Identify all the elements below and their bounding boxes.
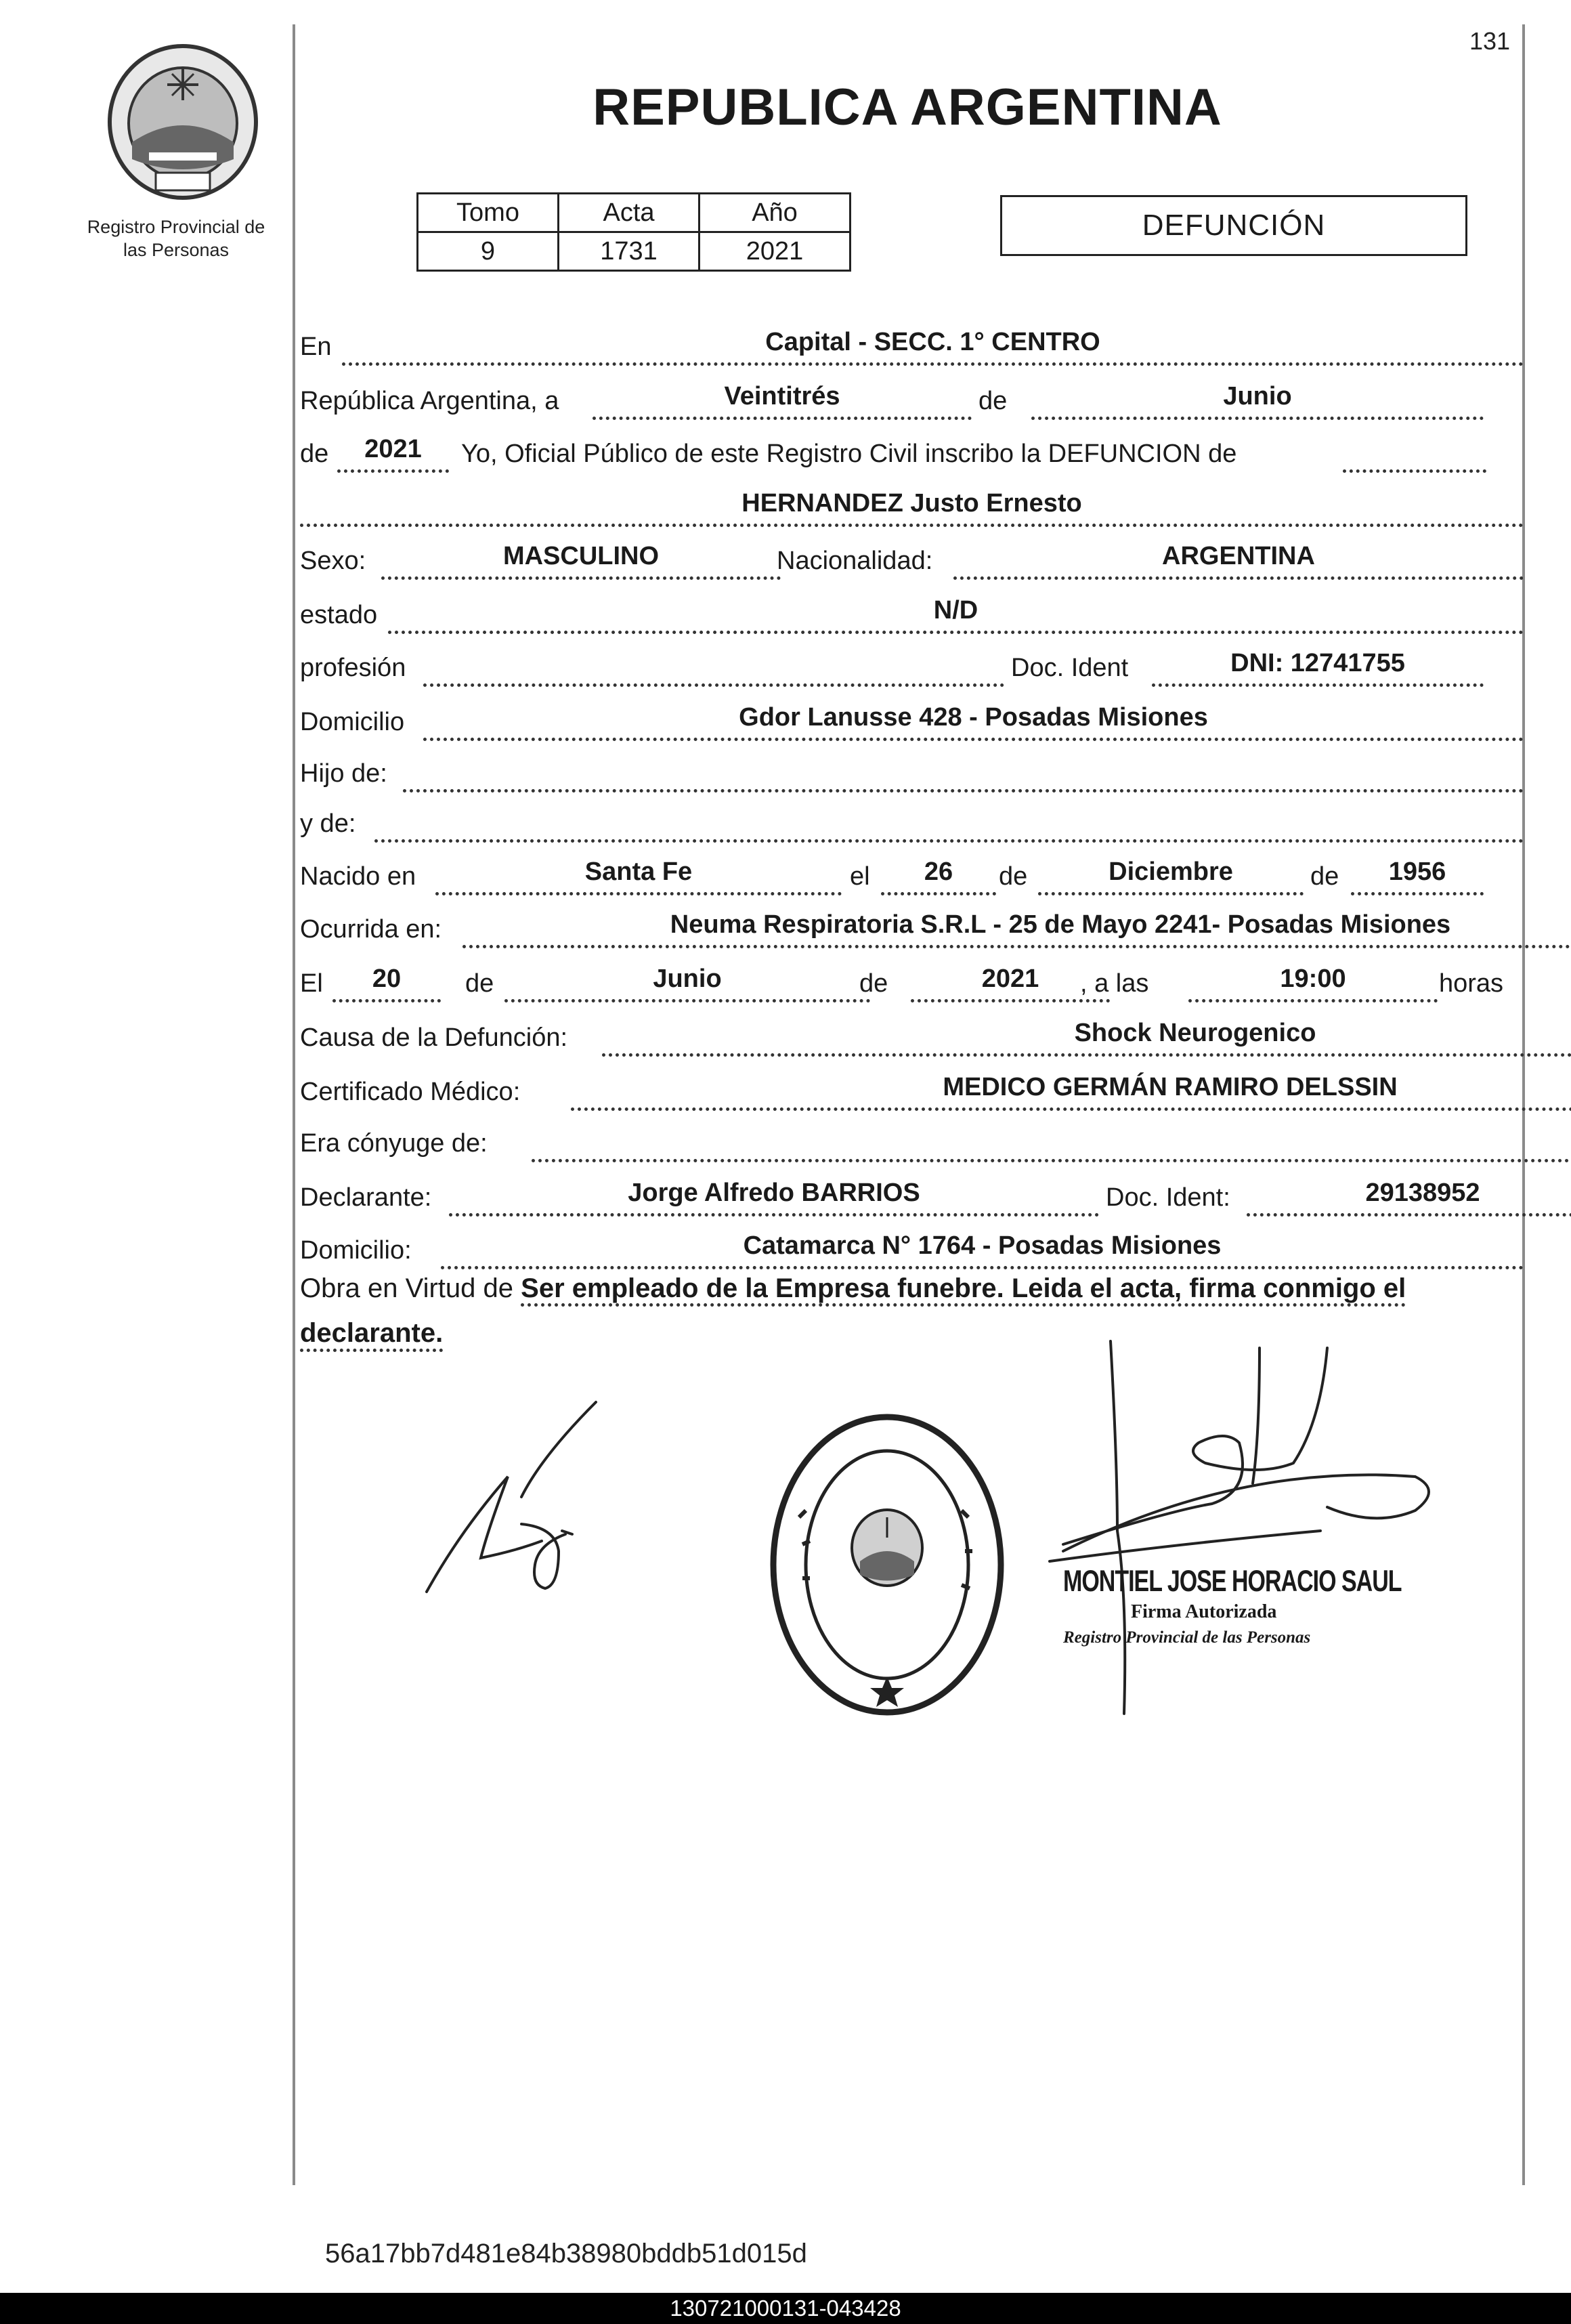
ref-value-acta: 1731 (559, 232, 700, 271)
document-hash: 56a17bb7d481e84b38980bddb51d015d (325, 2239, 807, 2268)
footer-barcode-bar: 130721000131-043428 (0, 2293, 1571, 2324)
fallec-mes-field (504, 960, 870, 1002)
decl-doc-value: 29138952 (1365, 1179, 1480, 1207)
nombre-field (300, 484, 1524, 527)
row-declarante (300, 1176, 1524, 1217)
nacionalidad-label: Nacionalidad: (777, 547, 933, 575)
de-label-1: de (978, 387, 1008, 415)
registro-line-1: Registro Provincial de (87, 217, 265, 237)
nacido-lugar-value: Santa Fe (584, 858, 693, 886)
nacido-mes-value: Diciembre (1109, 858, 1233, 886)
page-number: 131 (1469, 27, 1511, 55)
lugar-field (342, 323, 1524, 366)
de-label-4: de (1310, 862, 1339, 891)
causa-value: Shock Neurogenico (1074, 1019, 1316, 1047)
el2-label: El (300, 969, 323, 998)
sexo-label: Sexo: (300, 547, 366, 575)
domicilio-value: Gdor Lanusse 428 - Posadas Misiones (739, 703, 1208, 732)
decl-doc-field (1247, 1174, 1571, 1217)
ref-value-tomo: 9 (418, 232, 559, 271)
row-causa (300, 1016, 1524, 1057)
official-org: Registro Provincial de las Personas (1063, 1628, 1311, 1647)
en-label: En (300, 333, 332, 361)
nacionalidad-value: ARGENTINA (1162, 542, 1315, 570)
nacido-mes-field (1038, 853, 1304, 895)
row-conyuge (300, 1122, 1524, 1162)
reference-table (416, 192, 851, 272)
hijo-label: Hijo de: (300, 759, 387, 788)
estado-value: N/D (933, 596, 978, 625)
causa-label: Causa de la Defunción: (300, 1023, 568, 1052)
row-hijo (300, 752, 1524, 793)
doc-ident-label: Doc. Ident (1011, 654, 1129, 682)
official-name: MONTIEL JOSE HORACIO SAUL (1063, 1565, 1402, 1599)
row-estado (300, 593, 1524, 634)
official-role: Firma Autorizada (1131, 1601, 1277, 1622)
sexo-value: MASCULINO (502, 542, 660, 570)
domicilio-label: Domicilio (300, 708, 405, 736)
decl-doc-label: Doc. Ident: (1106, 1183, 1230, 1212)
dia-texto-field (593, 377, 972, 420)
doc-ident-value: DNI: 12741755 (1230, 649, 1405, 677)
nacido-label: Nacido en (300, 862, 416, 891)
mes-value: Junio (1223, 382, 1292, 410)
y-de-field (374, 800, 1524, 843)
republica-label: República Argentina, a (300, 387, 559, 415)
ocurrida-field (462, 906, 1571, 948)
defuncion-digital-stamp (765, 1409, 1009, 1720)
hora-field (1188, 960, 1438, 1002)
fallec-dia-value: 20 (372, 965, 402, 993)
certificado-value: MEDICO GERMÁN RAMIRO DELSSIN (943, 1073, 1398, 1101)
estado-field (388, 591, 1524, 634)
official-signature (1036, 1328, 1456, 1720)
row-nombre (300, 486, 1524, 527)
hijo-field (403, 750, 1524, 793)
row-domicilio (300, 700, 1524, 741)
de-label-5: de (465, 969, 494, 998)
row-oficial (300, 432, 1524, 473)
certificado-label: Certificado Médico: (300, 1078, 521, 1106)
declarante-signature (420, 1395, 609, 1612)
conyuge-label: Era cónyuge de: (300, 1129, 488, 1158)
ocurrida-label: Ocurrida en: (300, 915, 442, 944)
horas-label: horas (1439, 969, 1504, 998)
causa-field (602, 1014, 1571, 1057)
registro-line-2: las Personas (123, 240, 230, 260)
profesion-label: profesión (300, 654, 406, 682)
row-fecha-defuncion (300, 962, 1524, 1002)
nacido-dia-field (881, 853, 996, 895)
row-y-de (300, 802, 1524, 843)
estado-label: estado (300, 601, 378, 629)
left-margin-line (293, 24, 295, 2185)
fallec-anio-value: 2021 (981, 965, 1039, 993)
nombre-value: HERNANDEZ Justo Ernesto (741, 489, 1082, 517)
dia-texto-value: Veintitrés (724, 382, 840, 410)
oficial-text: Yo, Oficial Público de este Registro Civil inscribo la DEFUNCION de (461, 440, 1237, 468)
document-type-box: DEFUNCIÓN (1000, 195, 1467, 256)
ref-header-tomo: Tomo (418, 194, 559, 232)
lugar-value: Capital - SECC. 1° CENTRO (765, 328, 1100, 356)
declarante-value: Jorge Alfredo BARRIOS (628, 1179, 920, 1207)
ocurrida-value: Neuma Respiratoria S.R.L - 25 de Mayo 2241- Posadas Misiones (670, 910, 1451, 939)
row-profesion-doc (300, 646, 1524, 687)
de-label-6: de (859, 969, 888, 998)
conyuge-field (532, 1120, 1571, 1162)
declarante-label: Declarante: (300, 1183, 432, 1212)
mes-field (1031, 377, 1484, 420)
a-las-label: , a las (1080, 969, 1149, 998)
nacionalidad-field (953, 537, 1524, 580)
obra-text-2: declarante. (300, 1318, 443, 1352)
ref-value-anio: 2021 (700, 232, 851, 271)
row-ocurrida (300, 908, 1524, 948)
nacido-dia-value: 26 (924, 858, 953, 886)
sexo-field (381, 537, 781, 580)
nacido-lugar-field (435, 853, 842, 895)
decl-domicilio-label: Domicilio: (300, 1236, 412, 1265)
decl-domicilio-value: Catamarca N° 1764 - Posadas Misiones (743, 1231, 1222, 1260)
oficial-trailing-field (1343, 430, 1486, 473)
domicilio-field (423, 698, 1524, 741)
hora-value: 19:00 (1280, 965, 1346, 993)
decl-domicilio-field (441, 1227, 1524, 1269)
obra-text-1: Ser empleado de la Empresa funebre. Leida el acta, firma conmigo el (521, 1273, 1406, 1307)
obra-line (300, 1273, 1406, 1304)
certificado-field (571, 1068, 1571, 1111)
obra-label: Obra en Virtud de (300, 1273, 514, 1303)
ref-header-anio: Año (700, 194, 851, 232)
document-title: REPUBLICA ARGENTINA (593, 79, 1222, 136)
nacido-anio-value: 1956 (1388, 858, 1446, 886)
fallec-mes-value: Junio (653, 965, 722, 993)
registro-provincial-label (68, 215, 284, 261)
row-lugar (300, 325, 1524, 366)
row-sexo-nacionalidad (300, 539, 1524, 580)
declarante-field (449, 1174, 1099, 1217)
anio-value: 2021 (364, 435, 422, 463)
row-decl-domicilio (300, 1229, 1524, 1269)
row-fecha-inscripcion (300, 379, 1524, 420)
profesion-field (423, 644, 1004, 687)
anio-field (337, 430, 449, 473)
fallec-dia-field (332, 960, 441, 1002)
ref-header-acta: Acta (559, 194, 700, 232)
de-label-2: de (300, 440, 329, 468)
row-certificado (300, 1070, 1524, 1111)
el-label: el (850, 862, 870, 891)
y-de-label: y de: (300, 809, 356, 838)
row-nacimiento (300, 855, 1524, 895)
doc-ident-field (1152, 644, 1484, 687)
nacido-anio-field (1351, 853, 1484, 895)
de-label-3: de (999, 862, 1028, 891)
